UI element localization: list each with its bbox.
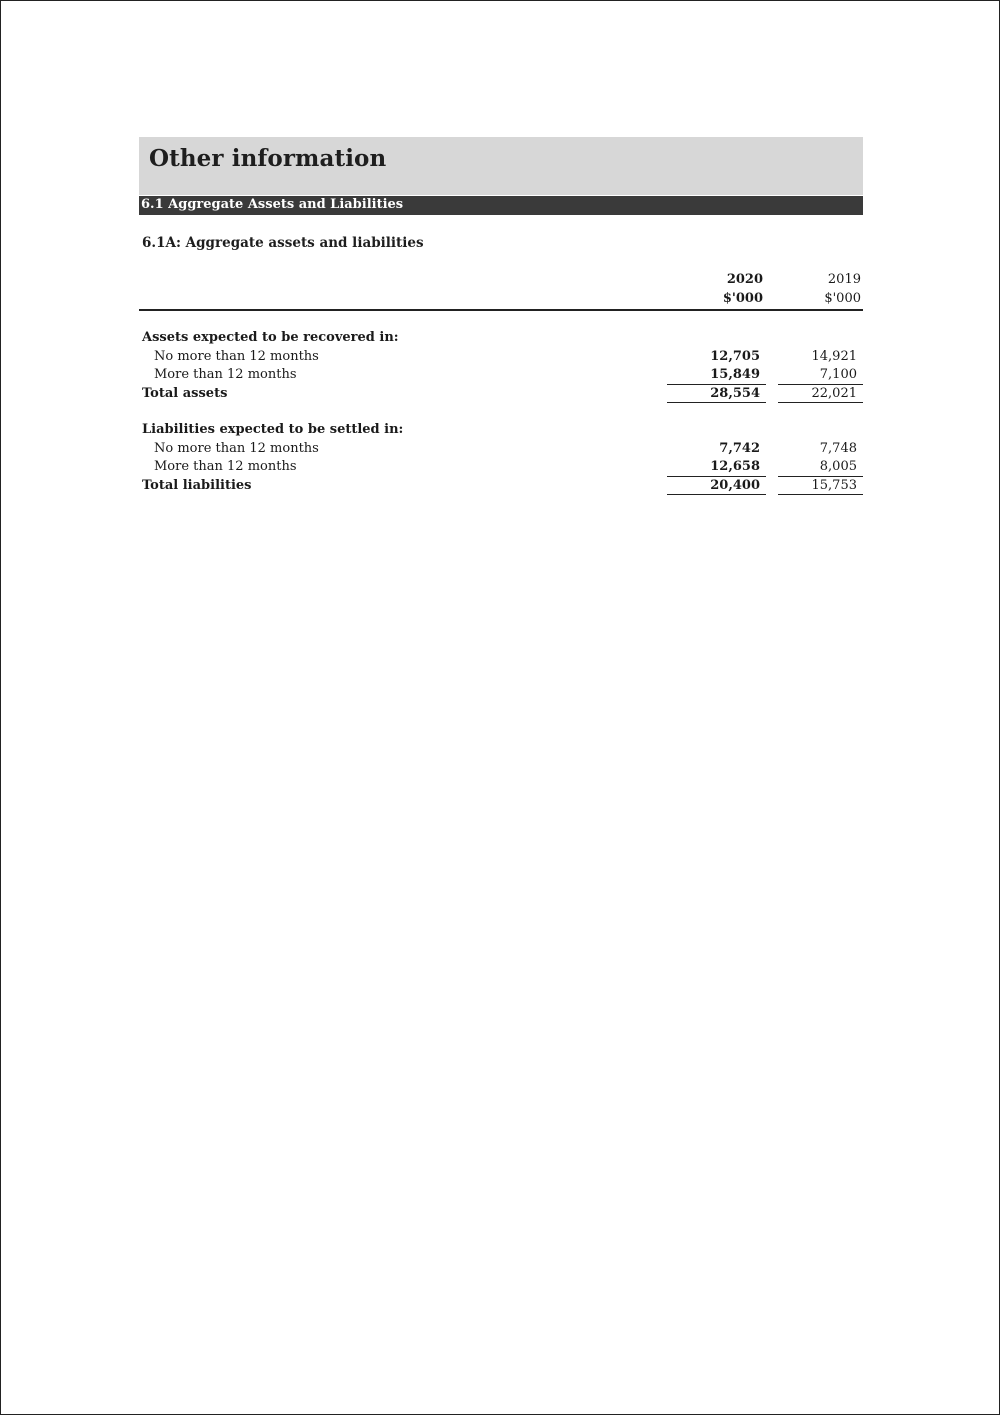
total-liabilities-2020: 20,400	[710, 478, 760, 493]
subtotal-rule-2020	[667, 476, 766, 477]
total-rule-2019	[778, 402, 863, 403]
subtotal-rule-2020	[667, 384, 766, 385]
total-rule-2019	[778, 494, 863, 495]
subtotal-rule-2019	[778, 476, 863, 477]
column-unit-2020: $'000	[722, 291, 763, 306]
subsection-header	[139, 196, 863, 215]
total-liabilities-label: Total liabilities	[142, 478, 252, 493]
assets-heading-row	[139, 330, 863, 348]
section-title: Other information	[149, 145, 387, 172]
value-2019: 7,748	[819, 441, 857, 456]
row-label: No more than 12 months	[154, 441, 319, 456]
header-rule	[139, 309, 863, 311]
value-2019: 14,921	[811, 349, 857, 364]
value-2020: 12,705	[710, 349, 760, 364]
total-assets-label: Total assets	[142, 386, 228, 401]
row-label: More than 12 months	[154, 367, 297, 382]
value-2020: 7,742	[719, 441, 760, 456]
total-liabilities-2019: 15,753	[811, 478, 857, 493]
row-label: No more than 12 months	[154, 349, 319, 364]
table-row	[139, 367, 863, 385]
subsection-title: 6.1 Aggregate Assets and Liabilities	[141, 197, 404, 212]
total-rule-2020	[667, 402, 766, 403]
table-row	[139, 459, 863, 477]
table-row	[139, 349, 863, 367]
column-year-2019: 2019	[827, 272, 861, 287]
value-2020: 12,658	[710, 459, 760, 474]
subtotal-rule-2019	[778, 384, 863, 385]
row-label: More than 12 months	[154, 459, 297, 474]
section-header	[139, 137, 863, 195]
column-unit-2019: $'000	[824, 291, 861, 306]
column-year-2020: 2020	[726, 272, 763, 287]
total-assets-2019: 22,021	[811, 386, 857, 401]
liabilities-heading-row	[139, 422, 863, 440]
value-2019: 8,005	[819, 459, 857, 474]
assets-heading: Assets expected to be recovered in:	[142, 330, 399, 345]
total-rule-2020	[667, 494, 766, 495]
liabilities-heading: Liabilities expected to be settled in:	[142, 422, 404, 437]
value-2019: 7,100	[819, 367, 857, 382]
value-2020: 15,849	[710, 367, 760, 382]
total-assets-2020: 28,554	[710, 386, 760, 401]
table-row	[139, 441, 863, 459]
note-heading: 6.1A: Aggregate assets and liabilities	[142, 235, 424, 251]
